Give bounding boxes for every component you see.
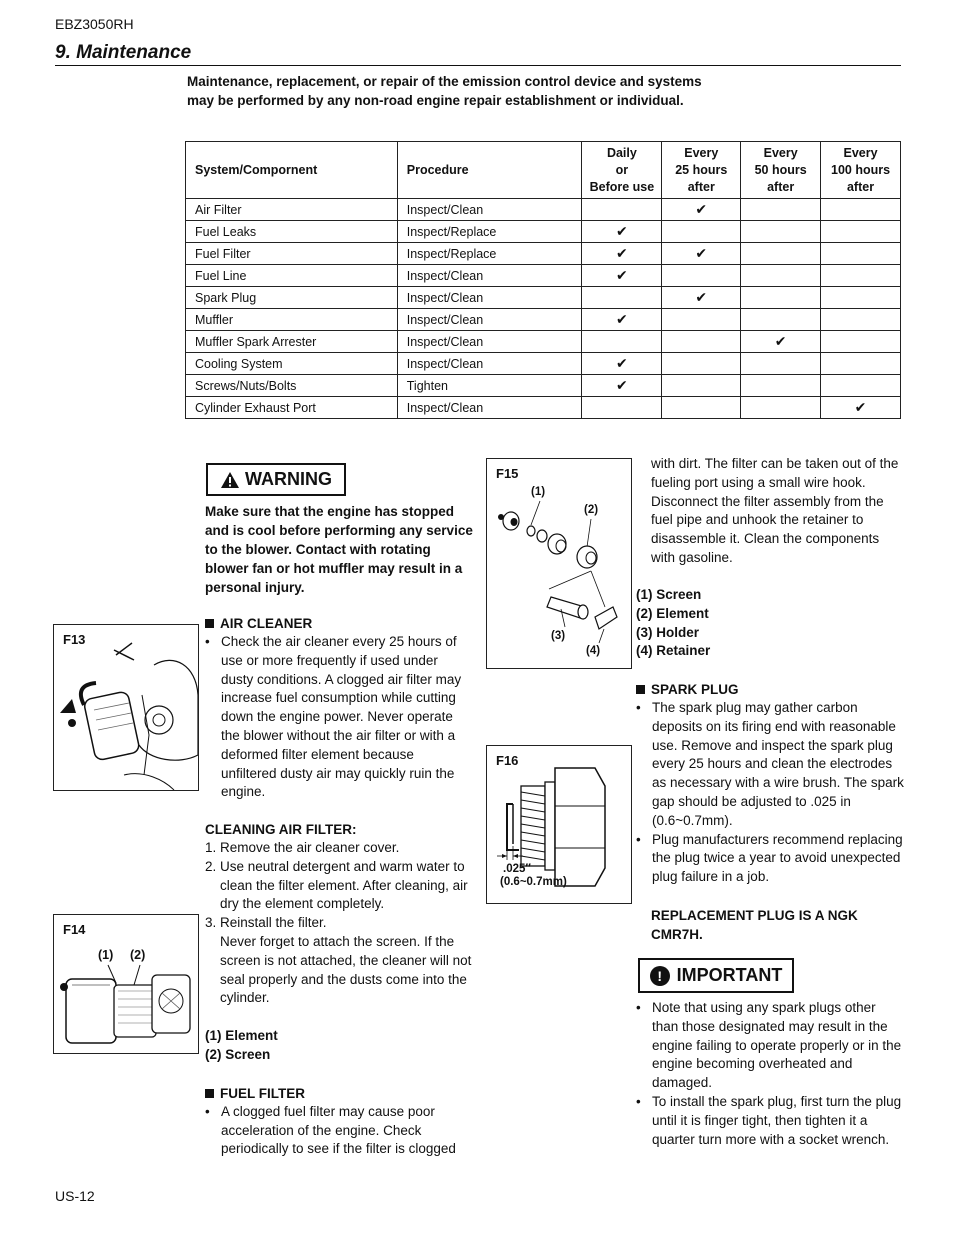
title-divider bbox=[55, 65, 901, 66]
fuel-filter-exploded-illustration bbox=[487, 459, 631, 668]
check-mark-icon: ✔ bbox=[582, 265, 662, 287]
callout-element: (2) bbox=[584, 504, 599, 516]
cell-procedure: Inspect/Replace bbox=[397, 221, 582, 243]
check-mark-icon: ✔ bbox=[582, 353, 662, 375]
empty-cell bbox=[821, 331, 901, 353]
figure-label: F16 bbox=[496, 753, 519, 768]
empty-cell bbox=[662, 375, 741, 397]
cell-component: Fuel Leaks bbox=[186, 221, 398, 243]
cleaning-steps bbox=[205, 839, 473, 933]
cleaning-step: 2. Use neutral detergent and warm water to clean the filter element. After cleaning, air dry the element completely. bbox=[205, 858, 468, 912]
check-mark-icon: ✔ bbox=[662, 243, 741, 265]
check-mark-icon: ✔ bbox=[582, 221, 662, 243]
replacement-plug-note: REPLACEMENT PLUG IS A NGK CMR7H. bbox=[651, 907, 858, 942]
intro-paragraph: Maintenance, replacement, or repair of the emission control device and systems may be performed by any non-road engine repair establishment or individual. bbox=[187, 74, 702, 108]
f14-legend: (1) Element (2) Screen bbox=[205, 1028, 278, 1062]
header-component: System/Compornent bbox=[186, 142, 398, 199]
cell-procedure: Inspect/Clean bbox=[397, 287, 582, 309]
warning-triangle-icon bbox=[220, 471, 240, 489]
fuel-filter-heading: FUEL FILTER bbox=[205, 1084, 473, 1103]
empty-cell bbox=[741, 309, 821, 331]
table-row bbox=[186, 397, 901, 419]
empty-cell bbox=[821, 243, 901, 265]
figure-label: F15 bbox=[496, 466, 519, 481]
cell-component: Fuel Filter bbox=[186, 243, 398, 265]
cell-component: Muffler Spark Arrester bbox=[186, 331, 398, 353]
cell-component: Fuel Line bbox=[186, 265, 398, 287]
empty-cell bbox=[582, 199, 662, 221]
empty-cell bbox=[741, 265, 821, 287]
gap-inches: .025″ bbox=[503, 863, 531, 875]
cell-procedure: Inspect/Clean bbox=[397, 353, 582, 375]
empty-cell bbox=[821, 353, 901, 375]
table-row bbox=[186, 375, 901, 397]
spark-plug-bullet: • The spark plug may gather carbon deposits on its firing end with reasonable use. Remove and inspect the spark plug every 25 hours and clean the electrodes as necessary with a wire brush. The spark gap should be adjusted to .025 in (0.6~0.7mm). bbox=[636, 699, 904, 831]
important-list bbox=[636, 999, 904, 1149]
empty-cell bbox=[662, 309, 741, 331]
empty-cell bbox=[662, 265, 741, 287]
important-label: IMPORTANT bbox=[676, 965, 783, 985]
table-row bbox=[186, 331, 901, 353]
table-row bbox=[186, 353, 901, 375]
air-cleaner-cover-illustration bbox=[54, 625, 198, 790]
cell-procedure: Inspect/Clean bbox=[397, 331, 582, 353]
check-mark-icon: ✔ bbox=[582, 309, 662, 331]
callout-screen: (1) bbox=[531, 486, 546, 498]
empty-cell bbox=[821, 221, 901, 243]
table-row bbox=[186, 287, 901, 309]
empty-cell bbox=[741, 243, 821, 265]
table-row bbox=[186, 243, 901, 265]
cleaning-step: 1. Remove the air cleaner cover. bbox=[205, 840, 400, 855]
warning-text: Make sure that the engine has stopped and is cool before performing any service to the blower. Contact with rotating blower fan or hot muffler may result in a personal injury. bbox=[205, 504, 473, 595]
gap-millimeters: (0.6~0.7mm) bbox=[500, 876, 567, 888]
cell-component: Spark Plug bbox=[186, 287, 398, 309]
cell-procedure: Inspect/Clean bbox=[397, 309, 582, 331]
empty-cell bbox=[741, 375, 821, 397]
exclamation-icon: ! bbox=[650, 966, 670, 986]
table-row bbox=[186, 309, 901, 331]
figure-f13 bbox=[53, 624, 199, 791]
fuel-filter-bullet: • A clogged fuel filter may cause poor acceleration of the engine. Check periodically to see if the filter is clogged bbox=[205, 1103, 473, 1159]
check-mark-icon: ✔ bbox=[662, 199, 741, 221]
air-cleaner-heading: AIR CLEANER bbox=[205, 614, 473, 633]
empty-cell bbox=[741, 199, 821, 221]
check-mark-icon: ✔ bbox=[662, 287, 741, 309]
important-bullet: • To install the spark plug, first turn the plug until it is finger tight, then tighten it a quarter turn more with a socket wrench. bbox=[636, 1093, 904, 1149]
figure-f16 bbox=[486, 745, 632, 904]
callout-holder: (3) bbox=[551, 630, 566, 642]
cell-component: Muffler bbox=[186, 309, 398, 331]
header-100-hours: Every 100 hours after bbox=[821, 142, 901, 199]
empty-cell bbox=[821, 265, 901, 287]
cell-component: Cooling System bbox=[186, 353, 398, 375]
header-procedure: Procedure bbox=[397, 142, 582, 199]
table-body bbox=[186, 199, 901, 419]
air-cleaner-section bbox=[205, 614, 473, 802]
spark-plug-section bbox=[636, 680, 904, 944]
callout-retainer: (4) bbox=[586, 645, 601, 657]
empty-cell bbox=[662, 397, 741, 419]
fuel-filter-list bbox=[205, 1103, 473, 1159]
callout-screen: (2) bbox=[130, 948, 146, 962]
cleaning-section bbox=[205, 820, 473, 1159]
callout-element: (1) bbox=[98, 948, 114, 962]
maintenance-table bbox=[185, 141, 901, 419]
empty-cell bbox=[741, 221, 821, 243]
air-filter-element-illustration bbox=[54, 915, 198, 1053]
empty-cell bbox=[741, 287, 821, 309]
empty-cell bbox=[582, 397, 662, 419]
cell-procedure: Inspect/Clean bbox=[397, 199, 582, 221]
cell-procedure: Inspect/Replace bbox=[397, 243, 582, 265]
table-row bbox=[186, 221, 901, 243]
important-label-box bbox=[638, 958, 794, 993]
f15-legend: (1) Screen (2) Element (3) Holder (4) Retainer bbox=[636, 587, 711, 659]
empty-cell bbox=[662, 353, 741, 375]
air-cleaner-bullet: • Check the air cleaner every 25 hours of use or more frequently if used under dusty conditions. A clogged air filter may increase fuel consumption while cutting down the engine power. Never operate the blower without the air filter or with a deformed filter element because unfiltered dusty air may quickly ruin the engine. bbox=[205, 633, 473, 802]
fuel-filter-continued: with dirt. The filter can be taken out of the fueling port using a small wire hook. Disconnect the filter assembly from the fuel pipe and unhook the retainer to disassemble it. Clean the components with gasoline. bbox=[651, 456, 899, 565]
warning-label: WARNING bbox=[245, 469, 332, 489]
important-section bbox=[636, 999, 904, 1149]
empty-cell bbox=[662, 221, 741, 243]
cleaning-note: Never forget to attach the screen. If the screen is not attached, the cleaner will not seal properly and the dusts come into the cylinder. bbox=[220, 933, 472, 1006]
spark-plug-bullet: • Plug manufacturers recommend replacing the plug twice a year to avoid unexpected plug failure in a job. bbox=[636, 831, 904, 887]
empty-cell bbox=[741, 397, 821, 419]
check-mark-icon: ✔ bbox=[821, 397, 901, 419]
figure-label: F13 bbox=[63, 632, 86, 647]
cell-procedure: Tighten bbox=[397, 375, 582, 397]
empty-cell bbox=[821, 199, 901, 221]
spark-plug-heading: SPARK PLUG bbox=[636, 680, 904, 699]
section-title: 9. Maintenance bbox=[55, 42, 192, 63]
cleaning-heading: CLEANING AIR FILTER: bbox=[205, 822, 357, 837]
empty-cell bbox=[821, 287, 901, 309]
empty-cell bbox=[821, 309, 901, 331]
table-row bbox=[186, 265, 901, 287]
cell-procedure: Inspect/Clean bbox=[397, 265, 582, 287]
air-cleaner-list bbox=[205, 633, 473, 802]
header-25-hours: Every 25 hours after bbox=[662, 142, 741, 199]
empty-cell bbox=[582, 287, 662, 309]
check-mark-icon: ✔ bbox=[741, 331, 821, 353]
empty-cell bbox=[821, 375, 901, 397]
header-50-hours: Every 50 hours after bbox=[741, 142, 821, 199]
figure-label: F14 bbox=[63, 922, 86, 937]
page-number: US-12 bbox=[55, 1188, 95, 1204]
figure-f14 bbox=[53, 914, 199, 1054]
check-mark-icon: ✔ bbox=[582, 243, 662, 265]
important-bullet: • Note that using any spark plugs other than those designated may result in the engine failing to operate properly or in the engine becoming overheated and damaged. bbox=[636, 999, 904, 1093]
spark-plug-list bbox=[636, 699, 904, 887]
empty-cell bbox=[662, 331, 741, 353]
model-number: EBZ3050RH bbox=[55, 16, 134, 32]
cell-component: Cylinder Exhaust Port bbox=[186, 397, 398, 419]
cleaning-step: 3. Reinstall the filter. bbox=[205, 915, 327, 931]
figure-f15 bbox=[486, 458, 632, 669]
warning-label-box bbox=[206, 463, 346, 496]
empty-cell bbox=[582, 331, 662, 353]
cell-component: Air Filter bbox=[186, 199, 398, 221]
cell-procedure: Inspect/Clean bbox=[397, 397, 582, 419]
header-daily: Daily or Before use bbox=[582, 142, 662, 199]
cell-component: Screws/Nuts/Bolts bbox=[186, 375, 398, 397]
empty-cell bbox=[741, 353, 821, 375]
table-row bbox=[186, 199, 901, 221]
check-mark-icon: ✔ bbox=[582, 375, 662, 397]
table-header-row bbox=[186, 142, 901, 199]
